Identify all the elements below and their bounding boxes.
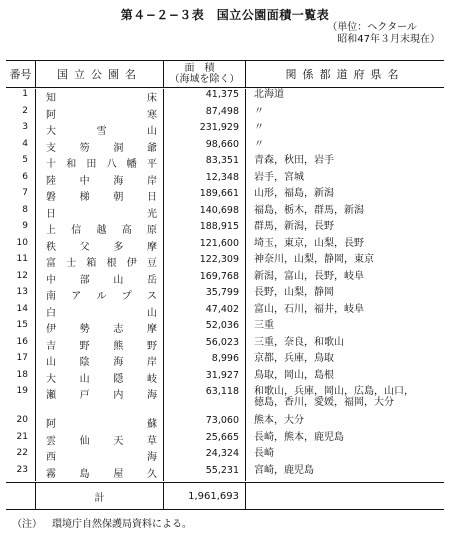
related-prefectures: 三重	[254, 320, 274, 331]
park-name	[36, 139, 164, 156]
park-name-char: 笏	[79, 142, 90, 154]
total-pref-cell	[246, 483, 444, 510]
park-area: 41,375	[164, 89, 246, 106]
park-name	[36, 188, 164, 205]
total-area: 1,961,693	[188, 491, 239, 502]
row-number: 17	[6, 353, 36, 370]
table-row	[6, 370, 444, 387]
park-area: 8,996	[164, 353, 246, 370]
park-name-char: ア	[71, 291, 82, 302]
related-prefectures: 岩手，宮城	[254, 171, 304, 183]
park-area: 25,665	[164, 432, 246, 449]
related-prefectures: 富山，石川，福井，岐阜	[254, 303, 364, 315]
park-area: 52,036	[164, 320, 246, 337]
park-name	[36, 370, 164, 387]
related-prefectures: 熊本，大分	[254, 415, 304, 426]
park-name-char: 中	[79, 175, 90, 187]
row-number: 23	[6, 465, 36, 482]
park-name	[36, 386, 164, 415]
park-name-char: 阿	[46, 419, 56, 430]
total-row	[6, 482, 444, 510]
park-name	[36, 271, 164, 288]
park-name-char: 吉	[46, 340, 56, 352]
park-name-char: 士	[66, 258, 77, 269]
park-name	[36, 106, 164, 123]
park-name	[36, 320, 164, 337]
park-area: 98,660	[164, 139, 246, 156]
park-name-char: 海	[113, 175, 124, 187]
park-area-table	[6, 60, 444, 510]
row-number: 6	[6, 172, 36, 189]
park-name	[36, 465, 164, 482]
table-row	[6, 320, 444, 337]
table-row	[6, 122, 444, 139]
row-number: 13	[6, 287, 36, 304]
unit-line: 昭和47年３月末現在）	[327, 34, 440, 45]
park-name-char: ル	[96, 291, 107, 302]
note-text: 環境庁自然保護局資料による。	[52, 519, 192, 530]
park-name-char: 爺	[146, 142, 157, 154]
table-row	[6, 238, 444, 255]
park-name-char: 海	[147, 452, 157, 463]
header-prefectures	[246, 61, 444, 87]
related-prefectures: 青森，秋田，岩手	[254, 155, 334, 166]
related-prefectures: 宮崎，鹿児島	[254, 464, 314, 476]
related-prefectures: 京都，兵庫，鳥取	[254, 353, 334, 364]
park-name-char: 八	[106, 159, 117, 170]
park-name-char: 豆	[146, 258, 157, 269]
park-name-char: 阿	[46, 109, 56, 121]
park-name	[36, 448, 164, 465]
park-name	[36, 432, 164, 449]
row-number: 19	[6, 386, 36, 415]
related-prefectures: 山形，福島，新潟	[254, 188, 334, 199]
park-name-char: 白	[46, 307, 56, 319]
park-name-char: 雲	[46, 435, 56, 447]
table-header	[6, 61, 444, 88]
park-name-char: 高	[121, 225, 132, 236]
table-row	[6, 254, 444, 271]
park-name-char: 山	[46, 357, 56, 368]
park-name-char: 内	[113, 390, 124, 401]
table-row	[6, 287, 444, 304]
park-name-char: 山	[147, 307, 157, 319]
table-row	[6, 188, 444, 205]
related-prefectures: 三重，奈良，和歌山	[254, 336, 344, 348]
table-row	[6, 415, 444, 432]
note-label: （注）	[12, 519, 42, 530]
park-name-char: 上	[46, 225, 56, 236]
park-name-char: 朝	[113, 192, 124, 203]
park-name-char: 日	[146, 192, 157, 203]
unit-line: （単位：ヘクタール	[327, 22, 417, 33]
row-number: 12	[6, 271, 36, 288]
park-area: 31,927	[164, 370, 246, 387]
related-prefectures: 〃	[254, 122, 264, 133]
park-name-char: 岐	[146, 373, 157, 385]
park-name-char: 山	[79, 373, 90, 385]
park-area: 73,060	[164, 415, 246, 432]
park-name-char: 志	[113, 324, 124, 335]
row-number: 9	[6, 221, 36, 238]
row-number: 20	[6, 415, 36, 432]
park-name	[36, 172, 164, 189]
table-row	[6, 89, 444, 106]
park-name-char: 和	[66, 159, 77, 170]
park-area: 188,915	[164, 221, 246, 238]
park-name	[36, 287, 164, 304]
row-number: 1	[6, 89, 36, 106]
park-area: 56,023	[164, 337, 246, 354]
related-prefectures: 長崎，熊本，鹿児島	[254, 431, 344, 443]
header-number-label: 番号	[9, 68, 32, 81]
related-prefectures: 長崎	[254, 448, 274, 459]
park-name	[36, 205, 164, 222]
park-name-char: 南	[46, 291, 56, 302]
park-area: 122,309	[164, 254, 246, 271]
table-row	[6, 271, 444, 288]
park-name-char: 幡	[126, 159, 137, 170]
header-number	[6, 61, 36, 87]
row-number: 7	[6, 188, 36, 205]
total-area-cell	[164, 483, 246, 510]
table-row	[6, 221, 444, 238]
header-prefectures-label: 関係都道府県名	[285, 68, 405, 81]
unit-note	[327, 22, 440, 46]
park-name-char: 田	[86, 159, 97, 170]
header-park-name-label: 国立公園名	[57, 68, 142, 81]
park-name-char: 寒	[147, 109, 157, 121]
park-area: 35,799	[164, 287, 246, 304]
related-prefectures: 鳥取，岡山，島根	[254, 369, 334, 381]
park-name-char: 陰	[79, 357, 90, 368]
park-name-char: 富	[46, 258, 56, 269]
park-name-char: 瀬	[46, 390, 56, 401]
header-area-label: 面積	[184, 63, 225, 74]
park-name	[36, 89, 164, 106]
park-name-char: 戸	[79, 390, 90, 401]
park-name-char: 海	[146, 390, 157, 401]
park-name-char: 岸	[146, 357, 157, 368]
park-area: 140,698	[164, 205, 246, 222]
row-number: 22	[6, 448, 36, 465]
park-name-char: 秩	[46, 241, 56, 253]
park-name-char: 洞	[113, 142, 124, 154]
park-name	[36, 353, 164, 370]
row-number: 3	[6, 122, 36, 139]
row-number: 8	[6, 205, 36, 222]
related-prefectures: 〃	[254, 138, 264, 150]
table-row	[6, 337, 444, 354]
park-area: 83,351	[164, 155, 246, 172]
table-row	[6, 205, 444, 222]
park-name	[36, 254, 164, 271]
park-name-char: 岳	[146, 274, 157, 286]
park-name	[36, 238, 164, 255]
row-number: 2	[6, 106, 36, 123]
source-note	[12, 515, 202, 530]
park-name	[36, 337, 164, 354]
table-body	[6, 87, 444, 482]
park-name-char: 久	[146, 468, 157, 480]
related-prefectures: 和歌山，兵庫，岡山，広島，山口， 徳島，香川，愛媛，福岡，大分	[254, 386, 414, 408]
park-name-char: プ	[121, 291, 132, 302]
related-prefectures: 埼玉，東京，山梨，長野	[254, 237, 364, 249]
park-name-char: 多	[113, 241, 124, 253]
park-name-char: 屋	[113, 468, 124, 480]
park-area: 47,402	[164, 304, 246, 321]
header-area-sublabel: （海域を除く）	[169, 74, 240, 85]
row-number: 15	[6, 320, 36, 337]
table-row	[6, 448, 444, 465]
table-row	[6, 155, 444, 172]
park-name-char: 磐	[46, 192, 56, 203]
park-name-char: 勢	[79, 324, 90, 335]
table-row	[6, 139, 444, 156]
park-name-char: 箱	[86, 258, 97, 269]
park-name-char: 知	[46, 93, 56, 104]
header-park-name	[36, 61, 164, 87]
park-name-char: 伊	[126, 258, 137, 269]
park-name-char: 野	[79, 340, 90, 352]
total-number-cell	[6, 483, 36, 510]
park-name-char: 野	[146, 340, 157, 352]
park-name-char: 霧	[46, 468, 56, 480]
park-name	[36, 221, 164, 238]
park-name-char: 島	[79, 468, 90, 480]
park-name-char: 岸	[146, 175, 157, 187]
related-prefectures: 新潟，富山，長野，岐阜	[254, 270, 364, 282]
park-name-char: 梯	[79, 192, 90, 203]
park-name-char: 西	[46, 452, 56, 463]
park-area: 121,600	[164, 238, 246, 255]
row-number: 14	[6, 304, 36, 321]
table-row	[6, 106, 444, 123]
park-name-char: 平	[146, 159, 157, 170]
table-row	[6, 432, 444, 449]
park-name-char: 部	[79, 274, 90, 286]
park-name-char: 原	[147, 225, 157, 236]
park-name-char: 熊	[113, 340, 124, 352]
row-number: 10	[6, 238, 36, 255]
park-name-char: 床	[147, 93, 157, 104]
row-number: 5	[6, 155, 36, 172]
park-name-char: 雪	[96, 126, 107, 137]
table-row	[6, 386, 444, 415]
table-row	[6, 304, 444, 321]
park-name-char: 伊	[46, 324, 56, 335]
park-name-char: 天	[113, 435, 124, 447]
table-row	[6, 353, 444, 370]
row-number: 21	[6, 432, 36, 449]
total-label: 計	[94, 493, 105, 504]
park-area: 24,324	[164, 448, 246, 465]
table-title: 第４−２−３表 国立公園面積一覧表	[120, 8, 330, 22]
park-name-char: 信	[71, 225, 82, 236]
park-area: 63,118	[164, 386, 246, 415]
park-area: 12,348	[164, 172, 246, 189]
park-name	[36, 415, 164, 432]
park-name-char: 父	[79, 241, 90, 253]
park-name-char: 根	[106, 258, 117, 269]
park-name-char: 海	[113, 357, 124, 368]
table-row	[6, 172, 444, 189]
park-name-char: 十	[46, 159, 56, 170]
related-prefectures: 北海道	[254, 89, 284, 100]
park-name-char: 支	[46, 142, 56, 154]
park-name-char: 仙	[79, 435, 90, 447]
park-name-char: 山	[113, 274, 124, 286]
park-name-char: 越	[96, 225, 107, 236]
header-area	[164, 61, 246, 87]
park-name	[36, 122, 164, 139]
related-prefectures: 〃	[254, 105, 264, 117]
park-area: 231,929	[164, 122, 246, 139]
park-name-char: 草	[146, 435, 157, 447]
park-name-char: ス	[147, 291, 157, 302]
park-name-char: 隠	[113, 373, 124, 385]
park-area: 189,661	[164, 188, 246, 205]
row-number: 11	[6, 254, 36, 271]
row-number: 18	[6, 370, 36, 387]
park-name-char: 大	[46, 373, 56, 385]
park-name-char: 山	[147, 126, 157, 137]
park-name-char: 陸	[46, 175, 56, 187]
table-row	[6, 465, 444, 482]
related-prefectures: 福島，栃木，群馬，新潟	[254, 204, 364, 216]
park-area: 169,768	[164, 271, 246, 288]
park-name-char: 摩	[146, 324, 157, 335]
park-name-char: 大	[46, 126, 56, 137]
related-prefectures: 群馬，新潟，長野	[254, 221, 334, 232]
park-name-char: 日	[46, 208, 56, 220]
park-name	[36, 155, 164, 172]
park-name-char: 蘇	[147, 419, 157, 430]
row-number: 4	[6, 139, 36, 156]
related-prefectures: 神奈川，山梨，静岡，東京	[254, 254, 374, 265]
park-area: 55,231	[164, 465, 246, 482]
park-area: 87,498	[164, 106, 246, 123]
park-name-char: 光	[147, 208, 157, 220]
park-name	[36, 304, 164, 321]
related-prefectures: 長野，山梨，静岡	[254, 287, 334, 298]
row-number: 16	[6, 337, 36, 354]
park-name-char: 摩	[146, 241, 157, 253]
total-label-cell	[36, 483, 164, 510]
park-name-char: 中	[46, 274, 56, 286]
